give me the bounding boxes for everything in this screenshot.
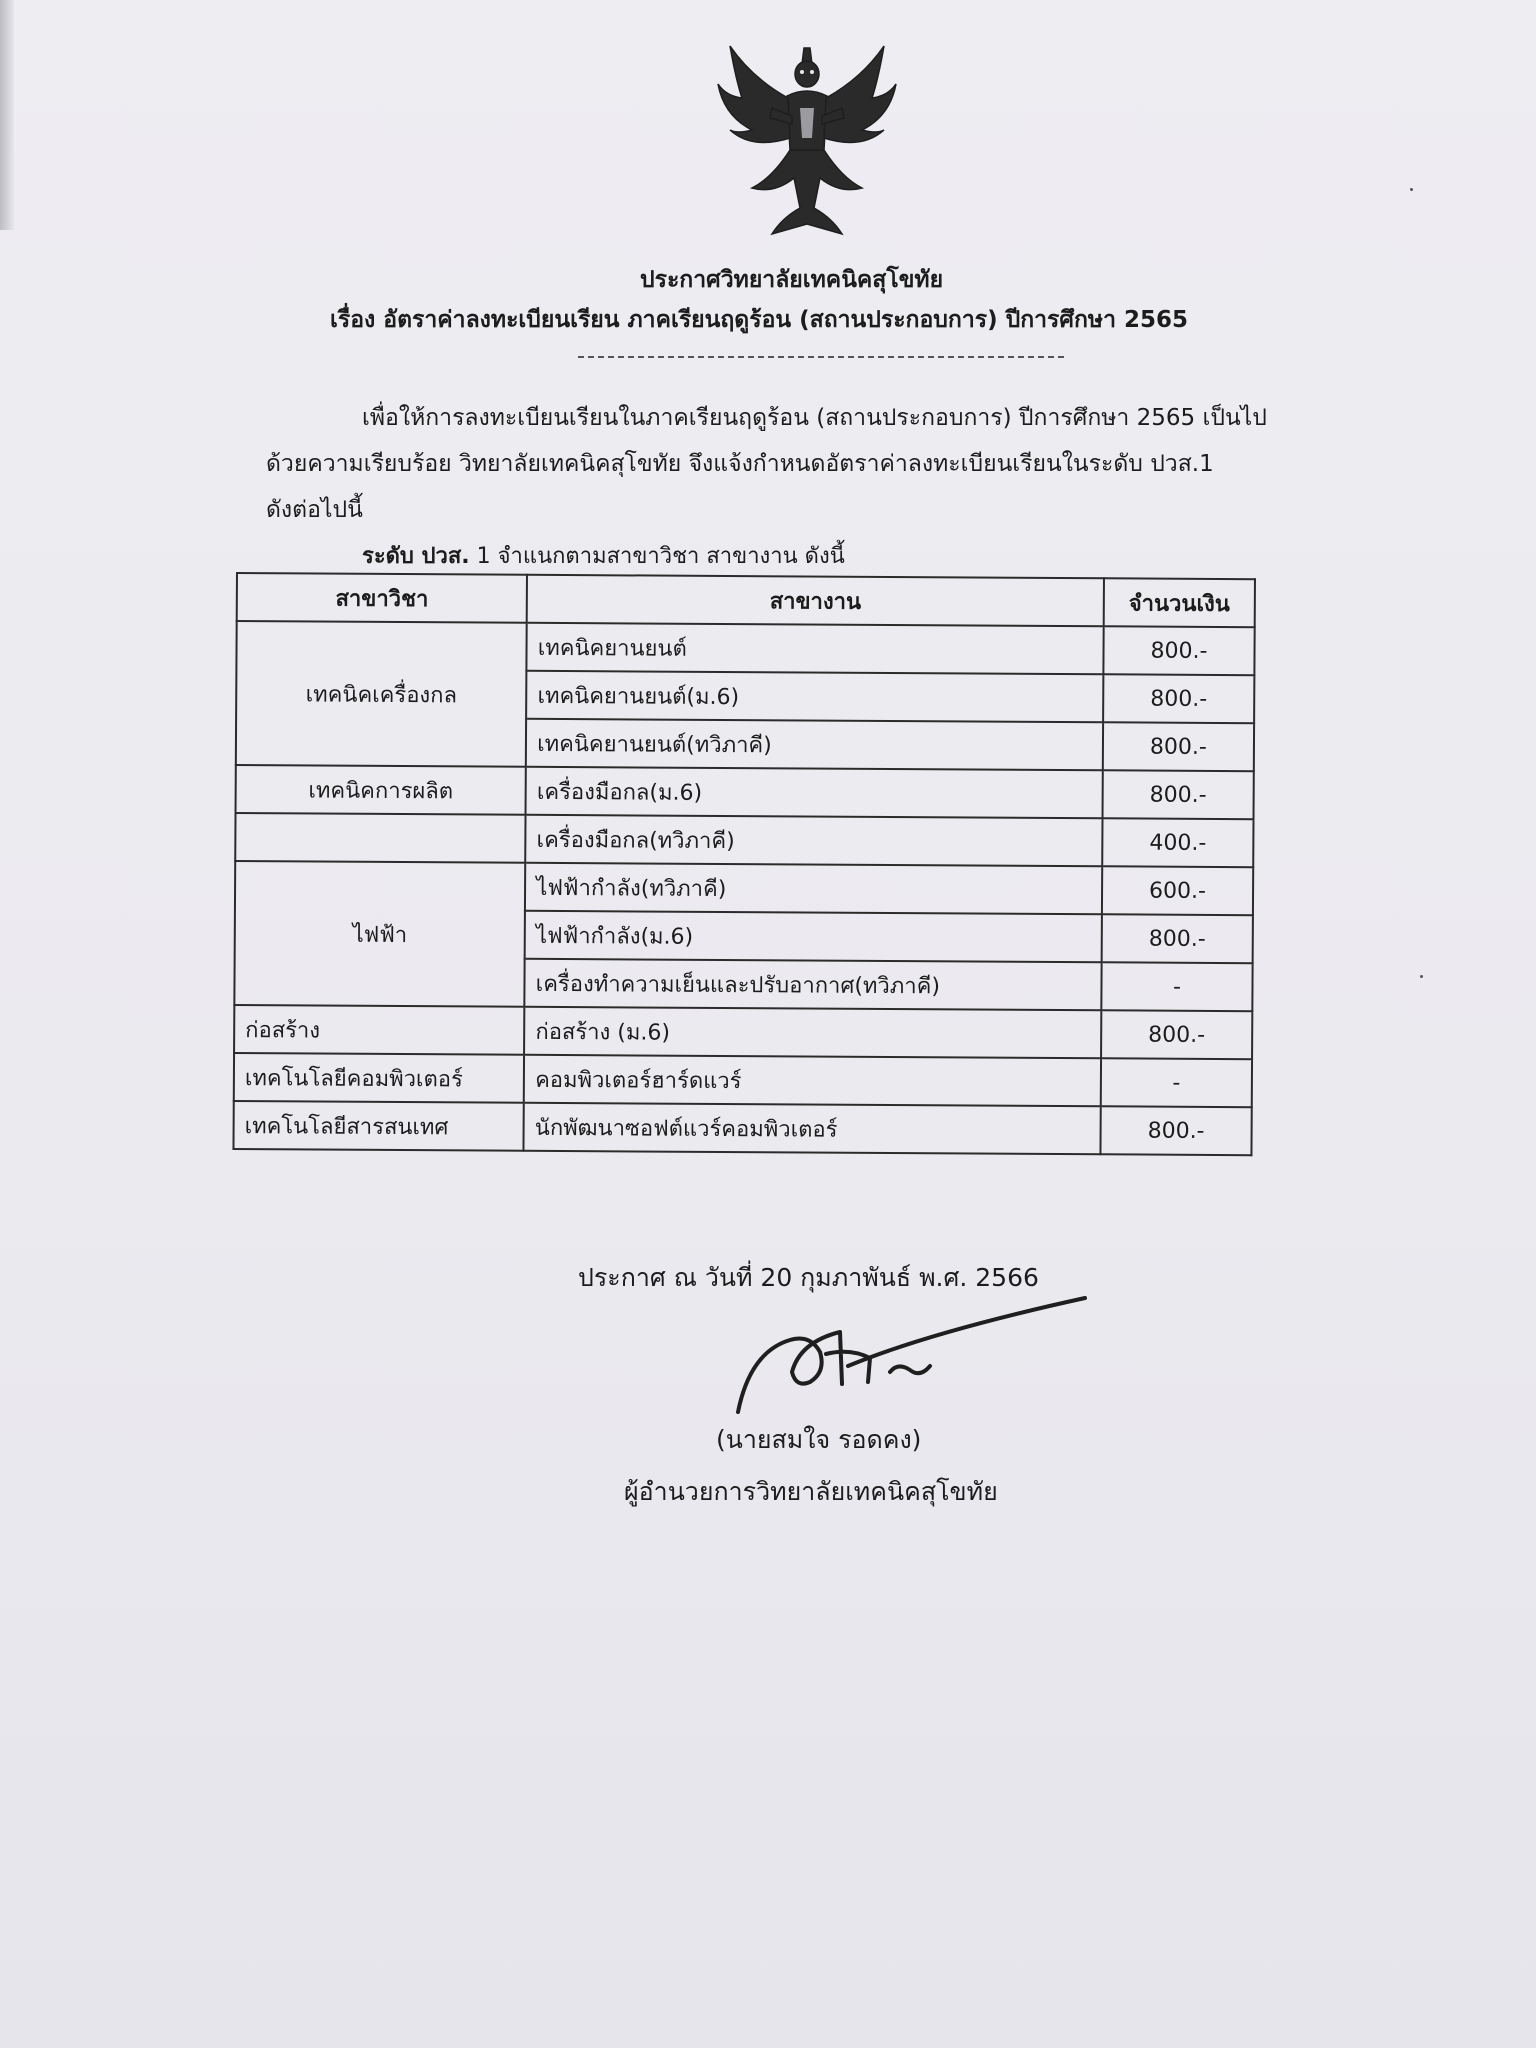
table-row: [234, 1005, 1252, 1059]
level-line: [362, 538, 845, 573]
major-cell: เทคโนโลยีคอมพิวเตอร์: [234, 1053, 525, 1103]
dashed-divider: [578, 356, 1064, 358]
field-cell: เทคนิคยานยนต์(ทวิภาคี): [526, 719, 1103, 771]
field-cell: เทคนิคยานยนต์(ม.6): [526, 671, 1103, 723]
header-major: สาขาวิชา: [237, 573, 528, 623]
major-cell: เทคนิคการผลิต: [236, 765, 527, 815]
amount-cell: 800.-: [1102, 914, 1253, 963]
amount-cell: 800.-: [1103, 626, 1254, 675]
field-cell: เครื่องมือกล(ทวิภาคี): [525, 815, 1102, 867]
major-cell: ไฟฟ้า: [234, 861, 525, 1007]
table-row: [234, 1053, 1252, 1107]
paper-edge-shadow: [0, 0, 14, 230]
field-cell: เทคนิคยานยนต์: [527, 623, 1104, 675]
signature-icon: [730, 1292, 1090, 1422]
paper-speck: [1410, 188, 1413, 191]
level-text: 1 จำแนกตามสาขาวิชา สาขางาน ดังนี้: [469, 544, 845, 569]
level-label: ระดับ ปวส.: [362, 544, 470, 569]
major-cell: [235, 813, 526, 863]
paragraph-line: ดังต่อไปนี้: [266, 497, 363, 523]
amount-cell: 800.-: [1103, 674, 1254, 723]
field-cell: ไฟฟ้ากำลัง(ทวิภาคี): [525, 863, 1102, 915]
amount-cell: 800.-: [1102, 770, 1253, 819]
paragraph-line: ด้วยความเรียบร้อย วิทยาลัยเทคนิคสุโขทัย จึงแจ้งกำหนดอัตราค่าลงทะเบียนเรียนในระดับ ปวส.1: [266, 451, 1214, 477]
amount-cell: -: [1101, 1058, 1252, 1107]
amount-cell: 600.-: [1102, 866, 1253, 915]
field-cell: ไฟฟ้ากำลัง(ม.6): [525, 911, 1102, 963]
amount-cell: 800.-: [1100, 1106, 1251, 1155]
signer-position: ผู้อำนวยการวิทยาลัยเทคนิคสุโขทัย: [624, 1477, 998, 1506]
announcement-subject: เรื่อง อัตราค่าลงทะเบียนเรียน ภาคเรียนฤดูร้อน (สถานประกอบการ) ปีการศึกษา 2565: [330, 307, 1189, 333]
field-cell: คอมพิวเตอร์ฮาร์ดแวร์: [524, 1055, 1101, 1107]
table-row: [235, 861, 1253, 915]
major-cell: เทคนิคเครื่องกล: [236, 621, 527, 767]
header-field: สาขางาน: [527, 575, 1104, 627]
announcement-title: ประกาศวิทยาลัยเทคนิคสุโขทัย: [640, 267, 944, 293]
table-row: [236, 621, 1254, 675]
paper-speck: [1420, 975, 1423, 978]
table-row: [236, 765, 1254, 819]
announcement-date: ประกาศ ณ วันที่ 20 กุมภาพันธ์ พ.ศ. 2566: [578, 1263, 1039, 1292]
fee-table: [232, 572, 1256, 1156]
amount-cell: 800.-: [1101, 1010, 1252, 1059]
header-amount: จำนวนเงิน: [1104, 578, 1255, 627]
field-cell: เครื่องทำความเย็นและปรับอากาศ(ทวิภาคี): [525, 959, 1102, 1011]
major-cell: ก่อสร้าง: [234, 1005, 525, 1055]
amount-cell: 800.-: [1103, 722, 1254, 771]
table-row: [235, 813, 1253, 867]
major-cell: เทคโนโลยีสารสนเทศ: [233, 1101, 524, 1151]
amount-cell: -: [1101, 962, 1252, 1011]
paragraph-line: เพื่อให้การลงทะเบียนเรียนในภาคเรียนฤดูร้อน (สถานประกอบการ) ปีการศึกษา 2565 เป็นไป: [362, 405, 1267, 431]
signer-name: (นายสมใจ รอดคง): [716, 1425, 922, 1454]
amount-cell: 400.-: [1102, 818, 1253, 867]
table-header-row: [237, 573, 1255, 627]
garuda-emblem-icon: [712, 38, 902, 238]
table-row: [233, 1101, 1251, 1155]
field-cell: นักพัฒนาซอฟต์แวร์คอมพิวเตอร์: [524, 1103, 1101, 1155]
field-cell: ก่อสร้าง (ม.6): [524, 1007, 1101, 1059]
field-cell: เครื่องมือกล(ม.6): [526, 767, 1103, 819]
